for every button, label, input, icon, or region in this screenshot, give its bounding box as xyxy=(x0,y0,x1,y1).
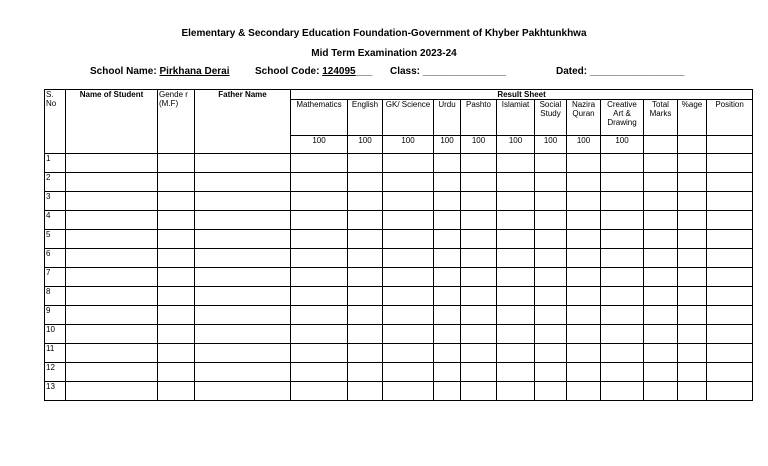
blank-cell xyxy=(678,287,707,306)
max-marks-nazira-quran: 100 xyxy=(567,136,601,154)
max-marks-islamiat: 100 xyxy=(497,136,535,154)
blank-cell xyxy=(434,363,461,382)
header-urdu: Urdu xyxy=(434,100,461,136)
blank-cell xyxy=(434,344,461,363)
blank-cell xyxy=(195,287,291,306)
blank-cell xyxy=(601,268,644,287)
serial-number: 12 xyxy=(45,363,66,382)
blank-cell xyxy=(434,154,461,173)
blank-cell xyxy=(195,192,291,211)
blank-cell xyxy=(601,230,644,249)
blank-cell xyxy=(644,211,678,230)
blank-cell xyxy=(348,249,383,268)
blank-cell xyxy=(497,287,535,306)
header-english: English xyxy=(348,100,383,136)
blank-cell xyxy=(383,192,434,211)
form-title: Elementary & Secondary Education Foundation-Government of Khyber Pakhtunkhwa xyxy=(181,28,587,39)
blank-cell xyxy=(195,249,291,268)
student-row xyxy=(45,325,753,344)
blank-cell xyxy=(383,268,434,287)
blank-cell xyxy=(66,382,158,401)
blank-cell xyxy=(567,287,601,306)
blank-cell xyxy=(497,230,535,249)
blank-cell xyxy=(66,325,158,344)
blank-cell xyxy=(383,344,434,363)
student-row xyxy=(45,192,753,211)
student-row xyxy=(45,173,753,192)
blank-cell xyxy=(707,268,753,287)
blank-cell xyxy=(678,344,707,363)
class-field: Class: _______________ xyxy=(390,66,507,77)
blank-cell xyxy=(678,173,707,192)
blank-cell xyxy=(601,382,644,401)
blank-cell xyxy=(535,230,567,249)
blank-cell xyxy=(195,211,291,230)
blank-cell xyxy=(678,249,707,268)
serial-number: 11 xyxy=(45,344,66,363)
blank-cell xyxy=(291,363,348,382)
blank-cell xyxy=(348,325,383,344)
blank-cell xyxy=(707,306,753,325)
blank-cell xyxy=(195,306,291,325)
blank-cell xyxy=(158,192,195,211)
student-row xyxy=(45,344,753,363)
header-result-sheet: Result Sheet xyxy=(291,90,753,100)
blank-cell xyxy=(461,268,497,287)
blank-cell xyxy=(66,173,158,192)
blank-cell xyxy=(461,325,497,344)
blank-cell xyxy=(707,363,753,382)
blank-cell xyxy=(195,325,291,344)
blank-cell xyxy=(567,344,601,363)
school-code-blank: ___ xyxy=(355,66,373,77)
blank-cell xyxy=(158,306,195,325)
blank-cell xyxy=(383,306,434,325)
blank-cell xyxy=(707,173,753,192)
student-rows xyxy=(45,154,753,401)
student-row xyxy=(45,382,753,401)
blank-cell xyxy=(535,382,567,401)
blank-cell xyxy=(383,173,434,192)
blank-cell xyxy=(497,382,535,401)
blank-cell xyxy=(66,306,158,325)
blank-cell xyxy=(567,230,601,249)
school-name-field xyxy=(90,66,230,77)
blank-cell xyxy=(644,173,678,192)
blank-cell xyxy=(348,154,383,173)
blank-cell xyxy=(383,211,434,230)
blank-cell xyxy=(678,306,707,325)
max-marks-mathematics: 100 xyxy=(291,136,348,154)
blank-cell xyxy=(348,268,383,287)
blank-cell xyxy=(461,230,497,249)
blank-cell xyxy=(434,382,461,401)
blank-cell xyxy=(434,287,461,306)
header-sno: S. No xyxy=(45,90,66,154)
blank-cell xyxy=(348,173,383,192)
blank-cell xyxy=(601,325,644,344)
serial-number: 10 xyxy=(45,325,66,344)
blank-cell xyxy=(383,287,434,306)
header-nazira-quran: Nazira Quran xyxy=(567,100,601,136)
header-gk-science: GK/ Science xyxy=(383,100,434,136)
blank-cell xyxy=(601,287,644,306)
blank-cell xyxy=(195,230,291,249)
student-row xyxy=(45,287,753,306)
serial-number: 2 xyxy=(45,173,66,192)
student-row xyxy=(45,230,753,249)
blank-cell xyxy=(497,249,535,268)
blank-cell xyxy=(158,325,195,344)
blank-cell xyxy=(158,344,195,363)
blank-cell xyxy=(461,154,497,173)
blank-cell xyxy=(707,325,753,344)
blank-cell xyxy=(461,344,497,363)
blank-cell xyxy=(497,173,535,192)
blank-cell xyxy=(434,325,461,344)
serial-number: 1 xyxy=(45,154,66,173)
student-row xyxy=(45,268,753,287)
student-row xyxy=(45,306,753,325)
blank-cell xyxy=(434,306,461,325)
school-name-value: Pirkhana Derai xyxy=(159,66,230,77)
blank-cell xyxy=(461,363,497,382)
blank-cell xyxy=(601,363,644,382)
blank-cell xyxy=(567,211,601,230)
school-name-label: School Name: xyxy=(90,66,157,77)
student-row xyxy=(45,249,753,268)
max-marks-gk-science: 100 xyxy=(383,136,434,154)
blank-cell xyxy=(383,154,434,173)
blank-cell xyxy=(434,230,461,249)
header-total-marks: Total Marks xyxy=(644,100,678,136)
blank-cell xyxy=(707,211,753,230)
blank-cell xyxy=(644,344,678,363)
blank-cell xyxy=(497,268,535,287)
blank-cell xyxy=(535,287,567,306)
blank-cell xyxy=(461,382,497,401)
blank-cell xyxy=(348,211,383,230)
blank-cell xyxy=(195,173,291,192)
blank-cell xyxy=(348,192,383,211)
blank-cell xyxy=(601,211,644,230)
dated-field: Dated: _________________ xyxy=(556,66,685,77)
blank-cell xyxy=(678,382,707,401)
blank-cell xyxy=(497,192,535,211)
blank-cell xyxy=(601,344,644,363)
blank-cell xyxy=(707,344,753,363)
blank-cell xyxy=(348,344,383,363)
blank-cell xyxy=(66,154,158,173)
blank-cell xyxy=(158,230,195,249)
blank-cell xyxy=(195,363,291,382)
blank-cell xyxy=(158,173,195,192)
blank-cell xyxy=(535,306,567,325)
blank-cell xyxy=(535,173,567,192)
blank-cell xyxy=(461,306,497,325)
blank-cell xyxy=(601,173,644,192)
blank-cell xyxy=(567,173,601,192)
blank-cell xyxy=(497,344,535,363)
blank-cell xyxy=(535,363,567,382)
blank-cell xyxy=(291,268,348,287)
header-mathematics: Mathematics xyxy=(291,100,348,136)
blank-cell xyxy=(707,249,753,268)
blank-cell xyxy=(461,249,497,268)
max-marks-english: 100 xyxy=(348,136,383,154)
blank-cell xyxy=(158,268,195,287)
blank-cell xyxy=(644,230,678,249)
serial-number: 4 xyxy=(45,211,66,230)
blank-cell xyxy=(66,344,158,363)
header-social-study: Social Study xyxy=(535,100,567,136)
max-marks-urdu: 100 xyxy=(434,136,461,154)
blank-cell xyxy=(434,192,461,211)
blank-cell xyxy=(291,230,348,249)
blank-cell xyxy=(66,249,158,268)
header-creative-art: Creative Art & Drawing xyxy=(601,100,644,136)
blank-cell xyxy=(601,249,644,268)
header-position: Position xyxy=(707,100,753,136)
max-marks-position xyxy=(707,136,753,154)
blank-cell xyxy=(497,306,535,325)
serial-number: 8 xyxy=(45,287,66,306)
blank-cell xyxy=(158,249,195,268)
blank-cell xyxy=(644,192,678,211)
blank-cell xyxy=(291,192,348,211)
blank-cell xyxy=(644,325,678,344)
blank-cell xyxy=(461,287,497,306)
max-marks-social-study: 100 xyxy=(535,136,567,154)
blank-cell xyxy=(434,173,461,192)
blank-cell xyxy=(567,249,601,268)
school-code-field xyxy=(255,66,372,77)
school-code-label: School Code: xyxy=(255,66,320,77)
serial-number: 3 xyxy=(45,192,66,211)
blank-cell xyxy=(158,363,195,382)
blank-cell xyxy=(567,382,601,401)
blank-cell xyxy=(291,325,348,344)
header-percentage: %age xyxy=(678,100,707,136)
blank-cell xyxy=(678,192,707,211)
blank-cell xyxy=(535,344,567,363)
blank-cell xyxy=(707,192,753,211)
blank-cell xyxy=(383,249,434,268)
blank-cell xyxy=(66,211,158,230)
blank-cell xyxy=(601,154,644,173)
blank-cell xyxy=(291,173,348,192)
blank-cell xyxy=(434,249,461,268)
blank-cell xyxy=(434,268,461,287)
blank-cell xyxy=(497,325,535,344)
blank-cell xyxy=(66,287,158,306)
blank-cell xyxy=(644,306,678,325)
blank-cell xyxy=(348,230,383,249)
blank-cell xyxy=(461,211,497,230)
blank-cell xyxy=(195,382,291,401)
blank-cell xyxy=(678,268,707,287)
blank-cell xyxy=(644,287,678,306)
blank-cell xyxy=(348,363,383,382)
blank-cell xyxy=(644,268,678,287)
blank-cell xyxy=(195,344,291,363)
serial-number: 9 xyxy=(45,306,66,325)
blank-cell xyxy=(291,382,348,401)
blank-cell xyxy=(707,382,753,401)
header-islamiat: Islamiat xyxy=(497,100,535,136)
serial-number: 7 xyxy=(45,268,66,287)
blank-cell xyxy=(707,154,753,173)
blank-cell xyxy=(66,230,158,249)
blank-cell xyxy=(461,173,497,192)
blank-cell xyxy=(66,192,158,211)
blank-cell xyxy=(383,363,434,382)
serial-number: 5 xyxy=(45,230,66,249)
student-row xyxy=(45,211,753,230)
blank-cell xyxy=(348,306,383,325)
blank-cell xyxy=(291,287,348,306)
blank-cell xyxy=(291,211,348,230)
blank-cell xyxy=(434,211,461,230)
blank-cell xyxy=(66,268,158,287)
blank-cell xyxy=(601,306,644,325)
result-table xyxy=(44,89,753,401)
blank-cell xyxy=(535,211,567,230)
blank-cell xyxy=(383,382,434,401)
blank-cell xyxy=(158,211,195,230)
blank-cell xyxy=(535,268,567,287)
blank-cell xyxy=(567,192,601,211)
blank-cell xyxy=(707,230,753,249)
blank-cell xyxy=(678,211,707,230)
blank-cell xyxy=(195,268,291,287)
blank-cell xyxy=(497,154,535,173)
blank-cell xyxy=(678,363,707,382)
blank-cell xyxy=(461,192,497,211)
serial-number: 13 xyxy=(45,382,66,401)
blank-cell xyxy=(348,382,383,401)
blank-cell xyxy=(644,249,678,268)
student-row xyxy=(45,154,753,173)
header-gender: Gende r (M.F) xyxy=(158,90,195,154)
blank-cell xyxy=(707,287,753,306)
exam-title: Mid Term Examination 2023-24 xyxy=(311,48,457,59)
max-marks-creative-art: 100 xyxy=(601,136,644,154)
blank-cell xyxy=(678,230,707,249)
blank-cell xyxy=(158,287,195,306)
blank-cell xyxy=(348,287,383,306)
blank-cell xyxy=(66,363,158,382)
blank-cell xyxy=(567,325,601,344)
blank-cell xyxy=(291,306,348,325)
blank-cell xyxy=(644,382,678,401)
header-pashto: Pashto xyxy=(461,100,497,136)
blank-cell xyxy=(195,154,291,173)
blank-cell xyxy=(535,192,567,211)
blank-cell xyxy=(644,363,678,382)
blank-cell xyxy=(567,154,601,173)
blank-cell xyxy=(158,382,195,401)
blank-cell xyxy=(601,192,644,211)
blank-cell xyxy=(497,211,535,230)
blank-cell xyxy=(383,325,434,344)
blank-cell xyxy=(567,306,601,325)
blank-cell xyxy=(567,268,601,287)
blank-cell xyxy=(158,154,195,173)
blank-cell xyxy=(291,249,348,268)
school-code-value: 124095 xyxy=(322,66,356,77)
blank-cell xyxy=(291,344,348,363)
blank-cell xyxy=(383,230,434,249)
max-marks-total xyxy=(644,136,678,154)
student-row xyxy=(45,363,753,382)
blank-cell xyxy=(535,325,567,344)
blank-cell xyxy=(644,154,678,173)
header-father-name: Father Name xyxy=(195,90,291,154)
blank-cell xyxy=(535,249,567,268)
serial-number: 6 xyxy=(45,249,66,268)
blank-cell xyxy=(291,154,348,173)
max-marks-pashto: 100 xyxy=(461,136,497,154)
blank-cell xyxy=(678,154,707,173)
header-student-name: Name of Student xyxy=(66,90,158,154)
max-marks-percentage xyxy=(678,136,707,154)
blank-cell xyxy=(567,363,601,382)
blank-cell xyxy=(535,154,567,173)
blank-cell xyxy=(497,363,535,382)
blank-cell xyxy=(678,325,707,344)
